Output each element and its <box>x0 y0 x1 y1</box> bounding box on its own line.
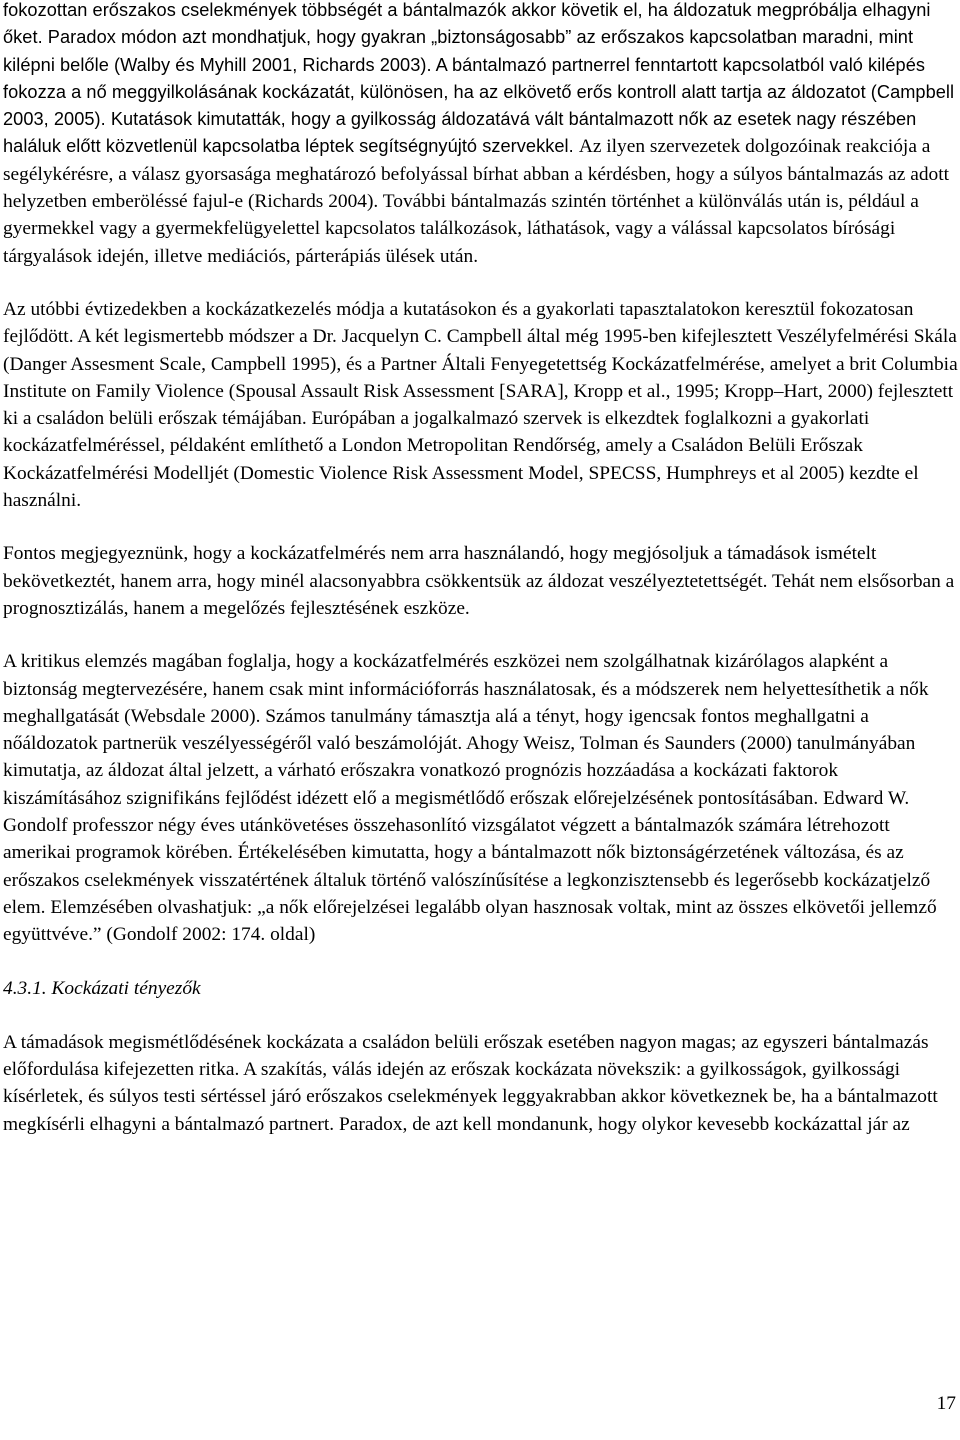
paragraph-1-segment-2: A bántalmazó partnerrel fenntartott kapcsolatból való kilépés fokozza a nő meggyilkolásának kockázatát, különösen, ha az elkövető erős kontroll alatt tartja az áldozatot (Campbell 2003, 2005). Kutatások kimutatták, hogy a gyilkosság áldozatává vált bántalmazott nők az esetek nagy részében haláluk előtt közvetlenül kapcsolatba léptek segítségnyújtó szervekkel. <box>3 54 955 157</box>
paragraph-4 <box>3 648 960 948</box>
paragraph-5 <box>3 1029 960 1138</box>
paragraph-4-text: A kritikus elemzés magában foglalja, hogy a kockázatfelmérés eszközei nem szolgálhatnak kizárólagos alapként a biztonság megtervezésére, hanem csak mint információforrás használatosak, és a módszerek nem helyettesíthetik a nők meghallgatását (Websdale 2000). Számos tanulmány támasztja alá a tényt, hogy igencsak fontos meghallgatni a nőáldozatok partnerük veszélyességéről való beszámolóját. Ahogy Weisz, Tolman és Saunders (2000) tanulmányában kimutatja, az áldozat által jelzett, a várható erőszakra vonatkozó prognózis hozzáadása a kockázati faktorok kiszámításához szignifikáns fejlődést idézett elő a megismétlődő erőszak előrejelzésének pontosításában. Edward W. Gondolf professzor négy éves utánkövetéses összehasonlító vizsgálatot végzett a bántalmazók számára létrehozott amerikai programok körében. Értékelésében kimutatta, hogy a bántalmazott nők biztonságérzetének változása, és az erőszakos cselekmények visszatértének általuk történő valószínűsítése a legkonzisztensebb és legerősebb kockázatjelző elem. Elemzésében olvashatjuk: „a nők előrejelzései legalább olyan hasznosak voltak, mint az összes elkövetői jellemző együttvéve.” (Gondolf 2002: 174. oldal) <box>3 651 937 946</box>
page-number: 17 <box>936 1393 956 1414</box>
paragraph-1-segment-1: fokozottan erőszakos cselekmények többségét a bántalmazók akkor követik el, ha áldozatuk megpróbálja elhagyni őket. Paradox módon azt mondhatjuk, hogy gyakran „biztonságosabb” az erőszakos kapcsolatban maradni, mint kilépni belőle (Walby és Myhill 2001, Richards 2003). <box>3 0 931 75</box>
paragraph-1 <box>3 0 960 270</box>
paragraph-2-text: Az utóbbi évtizedekben a kockázatkezelés módja a kutatásokon és a gyakorlati tapasztalatokon keresztül fokozatosan fejlődött. A két legismertebb módszer a Dr. Jacquelyn C. Campbell által még 1995-ben kifejlesztett Veszélyfelmérési Skála (Danger Assesment Scale, Campbell 1995), és a Partner Általi Fenyegetettség Kockázatfelmérése, amelyet a brit Columbia Institute on Family Violence (Spousal Assault Risk Assessment [SARA], Kropp et al., 1995; Kropp–Hart, 2000) fejlesztett ki a családon belüli erőszak témájában. Európában a jogalkalmazó szervek is elkezdtek foglalkozni a gyakorlati kockázatfelméréssel, példaként említhető a London Metropolitan Rendőrség, amely a Családon Belüli Erőszak Kockázatfelmérési Modelljét (Domestic Violence Risk Assessment Model, SPECSS, Humphreys et al 2005) kezdte el használni. <box>3 298 958 512</box>
section-heading: 4.3.1. Kockázati tényezők <box>3 977 201 999</box>
paragraph-3-text: Fontos megjegyeznünk, hogy a kockázatfelmérés nem arra használandó, hogy megjósoljuk a támadások ismételt bekövetkeztét, hanem arra, hogy minél alacsonyabbra csökkentsük az áldozat veszélyeztetettségét. Tehát nem elsősorban a prognosztizálás, hanem a megelőzés fejlesztésének eszköze. <box>3 543 955 619</box>
paragraph-5-text: A támadások megismétlődésének kockázata a családon belüli erőszak esetében nagyon magas; az egyszeri bántalmazás előfordulása kifejezetten ritka. A szakítás, válás idején az erőszak kockázata növekszik: a gyilkosságok, gyilkossági kísérletek, és súlyos testi sértéssel járó erőszakos cselekmények leggyakrabban akkor következnek be, ha a bántalmazott megkísérli elhagyni a bántalmazó partnert. Paradox, de azt kell mondanunk, hogy olykor kevesebb kockázattal jár az <box>3 1031 938 1135</box>
paragraph-3 <box>3 540 960 622</box>
paragraph-2 <box>3 296 960 514</box>
paragraph-1-segment-3: Az ilyen szervezetek dolgozóinak reakciója a segélykérésre, a válasz gyorsasága meghatározó befolyással bírhat abban a kérdésben, hogy a súlyos bántalmazás az adott helyzetben emberöléssé fajul-e (Richards 2004). További bántalmazás szintén történhet a különválás után is, például a gyermekkel vagy a gyermekfelügyelettel kapcsolatos találkozások, láthatások, vagy a válással kapcsolatos bírósági tárgyalások idején, illetve mediációs, párterápiás ülések után. <box>3 136 949 267</box>
